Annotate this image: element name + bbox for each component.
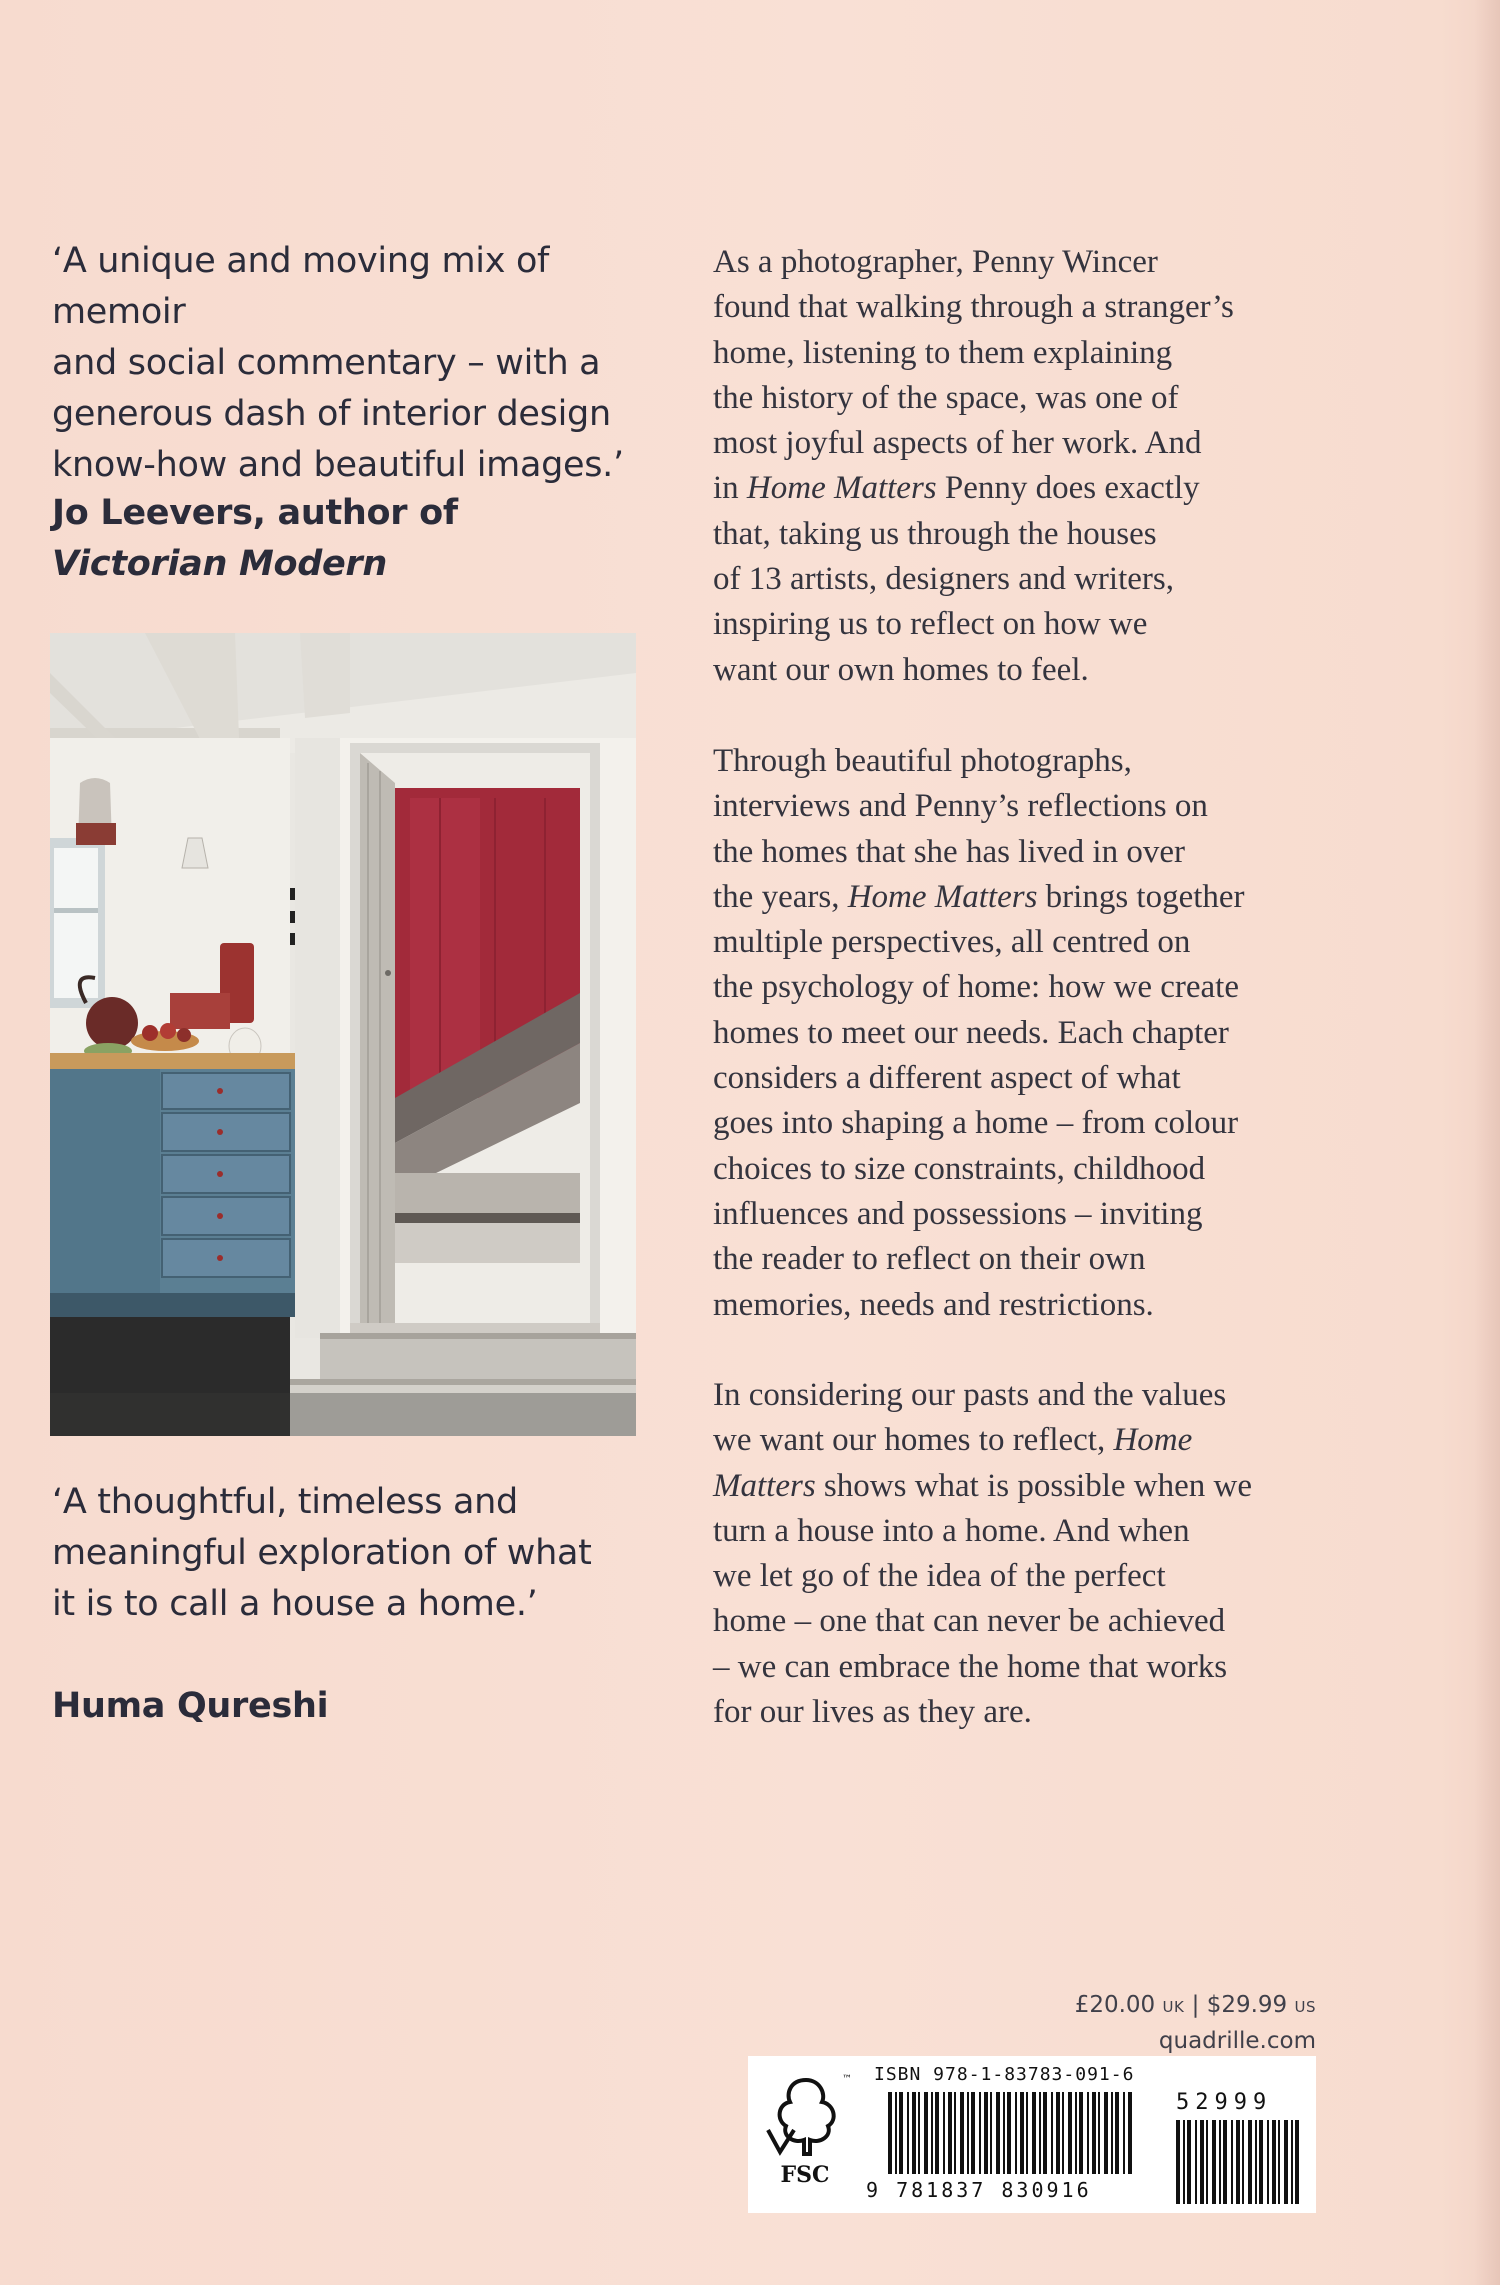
blurb-line: the history of the space, was one of [713, 379, 1179, 416]
isbn-barcode [888, 2092, 1138, 2182]
barcode-bar [1032, 2092, 1036, 2174]
blurb-line [713, 875, 1343, 920]
barcode-bar [943, 2092, 945, 2174]
trademark-mark: ™ [842, 2074, 852, 2085]
blurb-line: we let go of the idea of the perfect [713, 1558, 1166, 1595]
barcode-bar [1267, 2120, 1269, 2204]
barcode-bar [1212, 2120, 1216, 2204]
blurb-text: shows what is possible when we [815, 1467, 1252, 1504]
isbn-label: ISBN 978-1-83783-091-6 [874, 2064, 1135, 2085]
barcode-bar [888, 2092, 892, 2174]
price-line [1075, 1988, 1316, 2024]
barcode-bar [1291, 2120, 1293, 2204]
barcode-bar [912, 2092, 916, 2174]
barcode-bar [1128, 2092, 1132, 2174]
isbn-digits: 9 781837 830916 [866, 2178, 1092, 2202]
barcode-bar [1195, 2120, 1197, 2204]
blurb-line: homes to meet our needs. Each chapter [713, 1014, 1229, 1051]
barcode-bar [1176, 2120, 1180, 2204]
barcode-bar [1026, 2092, 1028, 2174]
blurb-text: in [713, 470, 747, 507]
blurb-line: multiple perspectives, all centred on [713, 924, 1191, 961]
barcode-bar [960, 2092, 964, 2174]
barcode-bar [979, 2092, 981, 2174]
barcode-bar [935, 2092, 939, 2174]
quote-1-work-title: Victorian Modern [52, 544, 388, 584]
blurb-line: for our lives as they are. [713, 1694, 1032, 1731]
quote-1-line: and social commentary – with a [52, 343, 601, 383]
quote-1-line: know-how and beautiful images.’ [52, 445, 624, 485]
blurb-line: – we can embrace the home that works [713, 1648, 1228, 1685]
blurb-line: goes into shaping a home – from colour [713, 1105, 1239, 1142]
barcode-bar [1098, 2092, 1100, 2174]
blurb-paragraph-1 [713, 240, 1343, 693]
price-addon-barcode [1176, 2120, 1301, 2204]
blurb-line: found that walking through a stranger’s [713, 289, 1234, 326]
publisher-website: quadrille.com [1158, 2028, 1316, 2054]
barcode-bar [1223, 2120, 1227, 2204]
blurb-line: Through beautiful photographs, [713, 743, 1132, 779]
quote-2-author: Huma Qureshi [52, 1686, 329, 1726]
barcode-bar [990, 2092, 992, 2174]
book-title: Matters [713, 1467, 816, 1504]
barcode-bar [1200, 2120, 1204, 2204]
fsc-label: FSC [780, 2162, 830, 2188]
blurb-paragraph-3 [713, 1373, 1343, 1735]
blurb-line: home – one that can never be achieved [713, 1603, 1226, 1640]
blurb-line: want our own homes to feel. [713, 651, 1089, 688]
barcode-bar [1003, 2092, 1005, 2174]
barcode-bar [984, 2092, 988, 2174]
barcode-bar [918, 2092, 920, 2174]
blurb-line: inspiring us to reflect on how we [713, 606, 1148, 643]
barcode-bar [1068, 2092, 1072, 2174]
barcode-bar [996, 2092, 1000, 2174]
blurb-line: home, listening to them explaining [713, 334, 1173, 371]
barcode-bar [1104, 2092, 1108, 2174]
quote-1-line: generous dash of interior design [52, 394, 611, 434]
blurb-line [713, 1464, 1343, 1509]
quote-1-author: Jo Leevers, author of [52, 493, 458, 533]
barcode-bar [1284, 2120, 1288, 2204]
blurb-line: considers a different aspect of what [713, 1060, 1181, 1097]
blurb-text: we want our homes to reflect, [713, 1422, 1114, 1459]
quote-2-line: it is to call a house a home.’ [52, 1584, 538, 1624]
barcode-bar [954, 2092, 956, 2174]
quote-2 [52, 1477, 682, 1630]
blurb-text: brings together [1037, 878, 1245, 915]
barcode-bar [1272, 2120, 1276, 2204]
barcode-bar [971, 2092, 975, 2174]
barcode-bar [1043, 2092, 1047, 2174]
barcode-bar [924, 2092, 928, 2174]
book-title: Home [1113, 1422, 1193, 1459]
fsc-logo [760, 2070, 850, 2200]
barcode-bar [1079, 2092, 1083, 2174]
blurb-line: the homes that she has lived in over [713, 833, 1185, 870]
quote-1-attribution [52, 488, 652, 590]
price-us-unit: US [1294, 1998, 1316, 2016]
quote-1-line: ‘A unique and moving mix of memoir [52, 241, 550, 332]
barcode-bar [1007, 2092, 1011, 2174]
barcode-bar [1259, 2120, 1263, 2204]
blurb-line: of 13 artists, designers and writers, [713, 561, 1174, 598]
barcode-bar [1039, 2092, 1041, 2174]
barcode-bar [1111, 2092, 1113, 2174]
book-title: Home Matters [746, 470, 937, 507]
blurb-line: As a photographer, Penny Wincer [713, 244, 1158, 280]
barcode-bar [1115, 2092, 1119, 2174]
quote-2-attribution [52, 1681, 652, 1732]
blurb-line: that, taking us through the houses [713, 515, 1157, 552]
quote-2-line: meaningful exploration of what [52, 1533, 592, 1573]
barcode-bar [1231, 2120, 1233, 2204]
barcode-bar [1015, 2092, 1017, 2174]
barcode-bar [1092, 2092, 1096, 2174]
barcode-bar [1255, 2120, 1257, 2204]
interior-photo [50, 633, 636, 1436]
barcode-bar [899, 2092, 903, 2174]
interior-photo-drawing [50, 633, 636, 1436]
blurb-line: most joyful aspects of her work. And [713, 425, 1202, 462]
blurb-line: influences and possessions – inviting [713, 1195, 1203, 1232]
barcode-bar [1056, 2092, 1060, 2174]
barcode-bar [1187, 2120, 1191, 2204]
blurb-line: choices to size constraints, childhood [713, 1150, 1206, 1187]
blurb-line [713, 466, 1343, 511]
barcode-bar [1183, 2120, 1185, 2204]
quote-2-line: ‘A thoughtful, timeless and [52, 1482, 518, 1522]
fsc-tree-icon [760, 2070, 850, 2165]
blurb-line: memories, needs and restrictions. [713, 1286, 1154, 1323]
barcode-bar [1219, 2120, 1221, 2204]
blurb-text: the years, [713, 878, 848, 915]
blurb-line: In considering our pasts and the values [713, 1377, 1227, 1413]
barcode-bar [1020, 2092, 1024, 2174]
price-code-digits: 52999 [1176, 2090, 1273, 2115]
cover-edge-shadow [1474, 0, 1500, 2285]
blurb-line: the reader to reflect on their own [713, 1241, 1146, 1278]
barcode-bar [1248, 2120, 1252, 2204]
price-separator: | [1184, 1992, 1207, 2018]
blurb-line [713, 1418, 1343, 1463]
barcode-bar [1278, 2120, 1280, 2204]
barcode-bar [931, 2092, 933, 2174]
barcode-bar [948, 2092, 952, 2174]
blurb-paragraph-2 [713, 739, 1343, 1328]
price-uk: £20.00 [1074, 1992, 1156, 2018]
barcode-bar [1051, 2092, 1053, 2174]
barcode-bar [967, 2092, 969, 2174]
barcode-bar [1062, 2092, 1064, 2174]
barcode-label [748, 2056, 1316, 2213]
price-uk-unit: UK [1162, 1998, 1185, 2016]
barcode-bar [1075, 2092, 1077, 2174]
price-block [1075, 1988, 1316, 2058]
barcode-bar [895, 2092, 897, 2174]
barcode-bar [1242, 2120, 1244, 2204]
barcode-bar [1206, 2120, 1208, 2204]
barcode-bar [907, 2092, 909, 2174]
blurb-line: interviews and Penny’s reflections on [713, 788, 1208, 825]
blurb-line: turn a house into a home. And when [713, 1512, 1190, 1549]
barcode-bar [1236, 2120, 1240, 2204]
barcode-bar [1123, 2092, 1125, 2174]
blurb-line: the psychology of home: how we create [713, 969, 1240, 1006]
price-us: $29.99 [1206, 1992, 1288, 2018]
blurb-text: Penny does exactly [936, 470, 1200, 507]
barcode-bar [1295, 2120, 1299, 2204]
barcode-bar [1087, 2092, 1089, 2174]
quote-1 [52, 236, 682, 491]
book-title: Home Matters [847, 878, 1038, 915]
